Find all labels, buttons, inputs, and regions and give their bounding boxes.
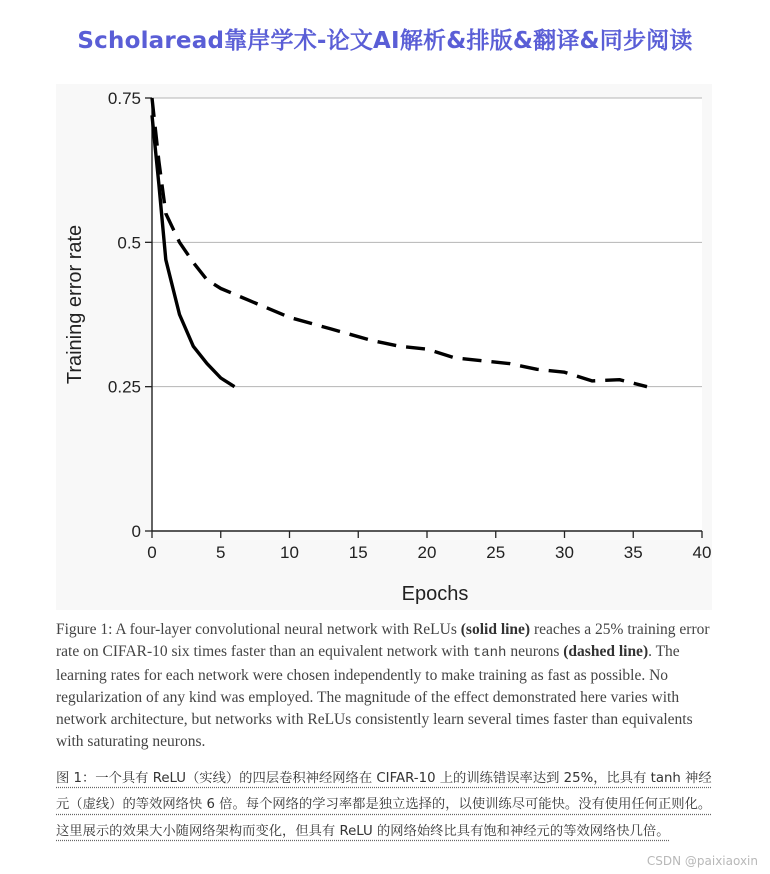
y-tick-label: 0.25 (107, 377, 141, 397)
caption-zh-text: 图 1：一个具有 ReLU（实线）的四层卷积神经网络在 CIFAR-10 上的训练错误率达到 25%，比具有 tanh 神经元（虚线）的等效网络快 6 倍。每个网络的学习率都是独立选择的，以使训练尽可能快。没有使用任何正则化。这里展示的效果大小随网络架构而变化，但具有 ReLU 的网络始终比具有饱和神经元的等效网络快几倍。 (56, 771, 712, 839)
y-axis-label: Training error rate (64, 224, 86, 385)
x-axis-label: Epochs (401, 583, 469, 605)
y-tick-label: 0.75 (107, 89, 141, 108)
csdn-watermark: CSDN @paixiaoxin (646, 854, 758, 868)
x-tick-label: 10 (280, 543, 299, 562)
scholaread-banner: Scholaread靠岸学术-论文AI解析&排版&翻译&同步阅读 (77, 28, 693, 54)
caption-tanh: tanh (472, 645, 507, 662)
x-tick-label: 35 (623, 543, 643, 562)
x-tick-label: 40 (692, 543, 712, 562)
y-tick-label: 0 (131, 522, 141, 541)
caption-prefix: Figure 1: A four-layer convolutional neural network with ReLUs (56, 621, 461, 638)
x-tick-label: 5 (216, 543, 226, 562)
caption-rest: . The learning rates for each network were chosen independently to make training as fast as possible. No regularization of any kind was employed. The magnitude of the effect demonstrated here varies with network architecture, but networks with ReLUs consistently learn several times faster than equivalents with saturating neurons. (56, 643, 693, 751)
x-tick-label: 25 (486, 543, 506, 562)
caption-dashed-line: (dashed line) (563, 643, 649, 661)
figure-caption-chinese[interactable] (56, 766, 724, 845)
caption-solid-line: (solid line) (460, 621, 531, 638)
figure-panel (56, 84, 712, 610)
training-error-chart (56, 84, 712, 610)
x-tick-label: 20 (417, 543, 437, 562)
plot-area (152, 98, 702, 531)
caption-mid-1: reaches a 25% training error rate on CIFAR-10 six times faster than an equivalent network with (56, 621, 710, 661)
caption-mid-2: neurons (506, 643, 564, 661)
figure-caption-english (56, 619, 721, 754)
x-tick-label: 30 (555, 543, 574, 562)
y-tick-label: 0.5 (117, 233, 141, 253)
x-tick-label: 0 (147, 543, 157, 562)
x-tick-label: 15 (348, 543, 368, 562)
